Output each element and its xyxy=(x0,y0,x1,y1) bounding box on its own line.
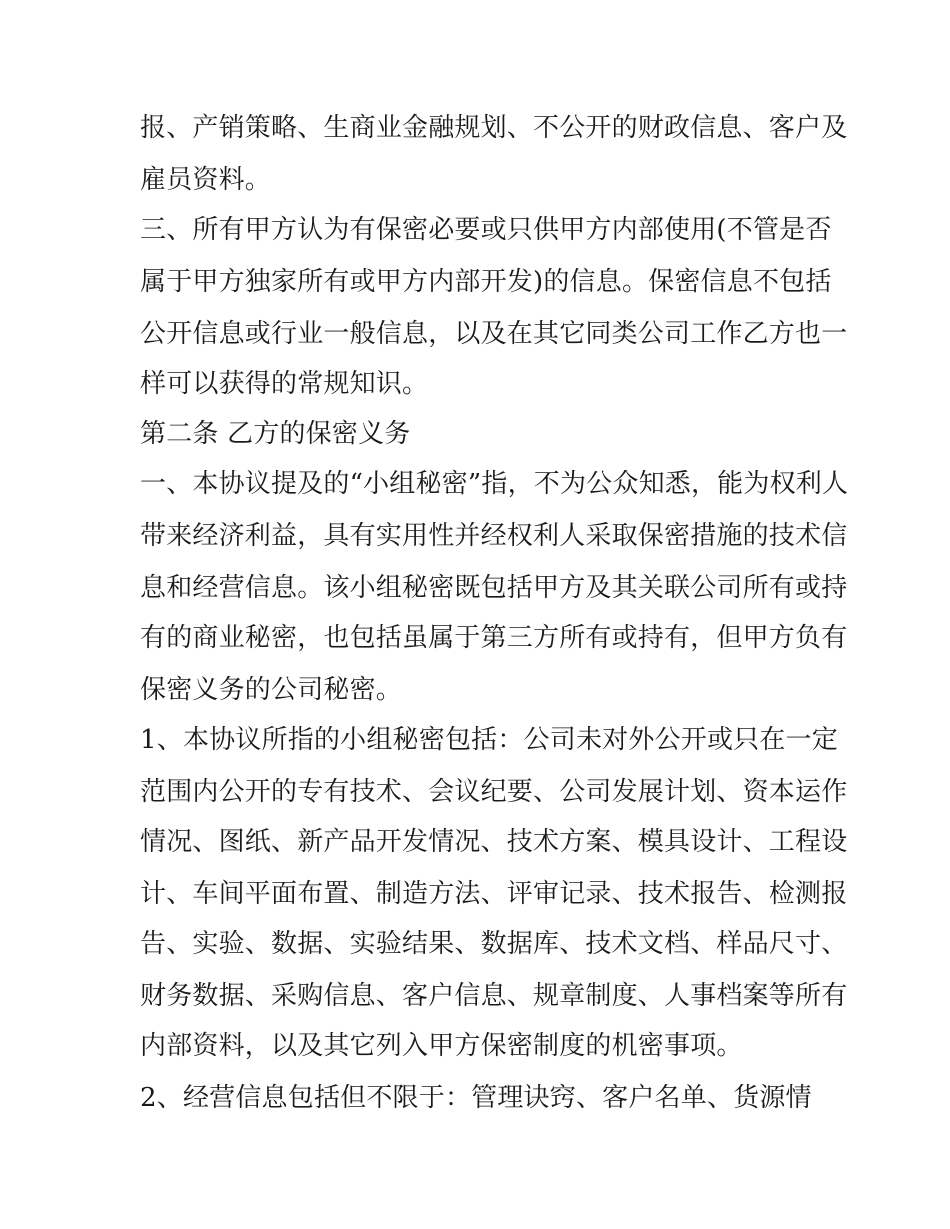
text-line: 三、所有甲方认为有保密必要或只供甲方内部使用(不管是否 xyxy=(140,215,832,245)
text-line: 计、车间平面布置、制造方法、评审记录、技术报告、检测报 xyxy=(140,879,848,909)
section-heading: 第二条 乙方的保密义务 xyxy=(140,419,411,449)
text-line: 带来经济利益，具有实用性并经权利人采取保密措施的技术信 xyxy=(140,521,848,551)
text-line: 有的商业秘密，也包括虽属于第三方所有或持有，但甲方负有 xyxy=(140,623,848,653)
text-line: 财务数据、采购信息、客户信息、规章制度、人事档案等所有 xyxy=(140,981,848,1011)
text-line: 保密义务的公司秘密。 xyxy=(140,675,403,705)
text-line: 属于甲方独家所有或甲方内部开发)的信息。保密信息不包括 xyxy=(140,267,832,297)
text-line: 雇员资料。 xyxy=(140,165,272,195)
text-line: 情况、图纸、新产品开发情况、技术方案、模具设计、工程设 xyxy=(140,827,848,857)
text-line: 报、产销策略、生商业金融规划、不公开的财政信息、客户及 xyxy=(140,113,848,143)
text-line: 内部资料，以及其它列入甲方保密制度的机密事项。 xyxy=(140,1031,743,1061)
text-line: 告、实验、数据、实验结果、数据库、技术文档、样品尺寸、 xyxy=(140,929,848,959)
text-line: 一、本协议提及的“小组秘密”指，不为公众知悉，能为权利人 xyxy=(140,469,849,499)
text-line: 息和经营信息。该小组秘密既包括甲方及其关联公司所有或持 xyxy=(140,573,848,603)
text-line: 1、本协议所指的小组秘密包括：公司未对外公开或只在一定 xyxy=(140,725,838,755)
text-line: 2、经营信息包括但不限于：管理诀窍、客户名单、货源情 xyxy=(140,1083,812,1113)
text-line: 范围内公开的专有技术、会议纪要、公司发展计划、资本运作 xyxy=(140,777,848,807)
text-line: 公开信息或行业一般信息，以及在其它同类公司工作乙方也一 xyxy=(140,319,848,349)
text-line: 样可以获得的常规知识。 xyxy=(140,369,429,399)
